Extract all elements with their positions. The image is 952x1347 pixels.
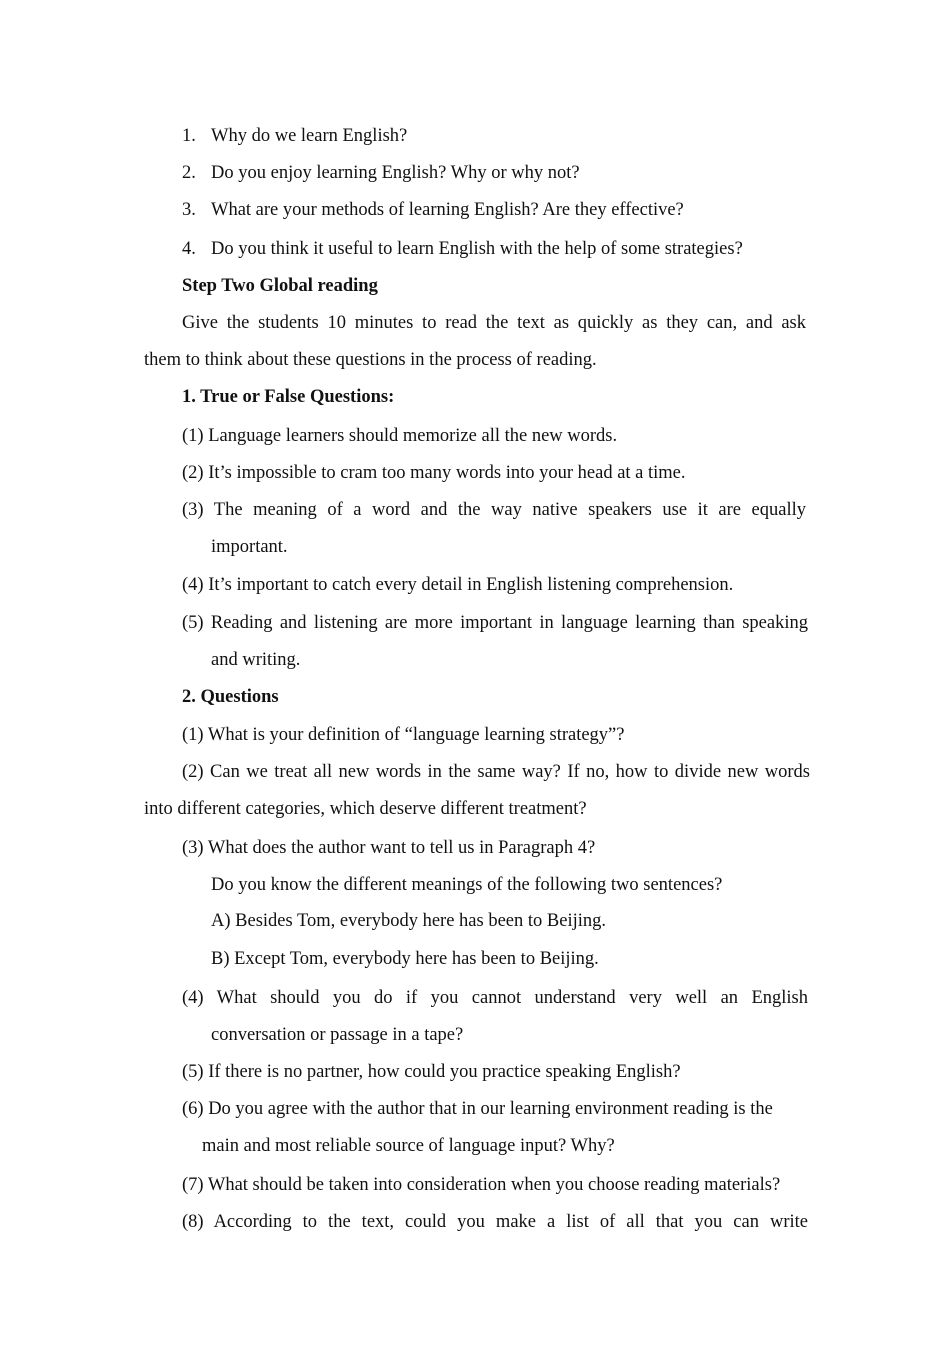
question-8-line1: (8) According to the text, could you make a list of all that you can write — [182, 1212, 808, 1232]
true-false-item-5-cont: and writing. — [211, 650, 301, 670]
question-4-line2: conversation or passage in a tape? — [211, 1025, 464, 1045]
question-3-sub: Do you know the different meanings of the following two sentences? — [211, 875, 723, 895]
question-6-line1: (6) Do you agree with the author that in our learning environment reading is the — [182, 1099, 773, 1119]
list-number: 3. — [182, 200, 196, 220]
true-false-item-5: (5) Reading and listening are more important in language learning than speaking — [182, 613, 808, 633]
question-4-line1: (4) What should you do if you cannot understand very well an English — [182, 988, 808, 1008]
questions-heading: 2. Questions — [182, 687, 279, 707]
question-7: (7) What should be taken into consideration when you choose reading materials? — [182, 1175, 781, 1195]
question-3-option-a: A) Besides Tom, everybody here has been to Beijing. — [211, 911, 606, 931]
list-number: 1. — [182, 126, 196, 146]
true-false-item-4: (4) It’s important to catch every detail in English listening comprehension. — [182, 575, 734, 595]
question-3-option-b: B) Except Tom, everybody here has been to Beijing. — [211, 949, 599, 969]
step-two-heading: Step Two Global reading — [182, 276, 378, 296]
true-false-item-1: (1) Language learners should memorize all the new words. — [182, 426, 618, 446]
list-text: Do you think it useful to learn English with the help of some strategies? — [211, 239, 743, 259]
list-text: Why do we learn English? — [211, 126, 408, 146]
list-text: Do you enjoy learning English? Why or why not? — [211, 163, 580, 183]
question-6-line2: main and most reliable source of language input? Why? — [202, 1136, 615, 1156]
true-false-item-2: (2) It’s impossible to cram too many words into your head at a time. — [182, 463, 686, 483]
step-two-intro-line1: Give the students 10 minutes to read the text as quickly as they can, and ask — [182, 313, 806, 333]
question-2-line1: (2) Can we treat all new words in the same way? If no, how to divide new words — [182, 762, 810, 782]
list-text: What are your methods of learning English? Are they effective? — [211, 200, 684, 220]
true-false-heading: 1. True or False Questions: — [182, 387, 395, 407]
warmup-question-2 — [182, 161, 580, 185]
warmup-question-3 — [182, 198, 684, 222]
question-5: (5) If there is no partner, how could you practice speaking English? — [182, 1062, 681, 1082]
warmup-question-4 — [182, 237, 743, 261]
true-false-item-3-cont: important. — [211, 537, 288, 557]
question-2-line2: into different categories, which deserve different treatment? — [144, 799, 587, 819]
list-number: 4. — [182, 239, 196, 259]
question-3: (3) What does the author want to tell us in Paragraph 4? — [182, 838, 596, 858]
question-1: (1) What is your definition of “language learning strategy”? — [182, 725, 625, 745]
true-false-item-3: (3) The meaning of a word and the way native speakers use it are equally — [182, 500, 806, 520]
step-two-intro-line2: them to think about these questions in the process of reading. — [144, 350, 597, 370]
warmup-question-1 — [182, 124, 407, 148]
list-number: 2. — [182, 163, 196, 183]
